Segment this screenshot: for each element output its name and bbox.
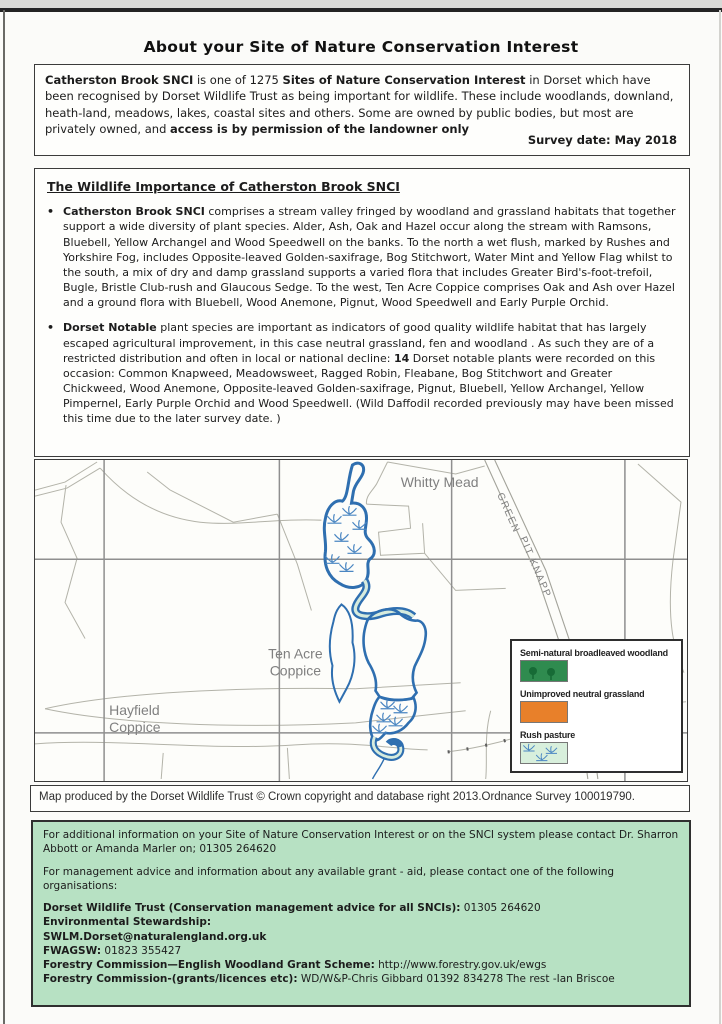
legend-item-rush: [520, 730, 673, 764]
scan-border-left: [3, 10, 5, 1024]
grassland-swatch-icon: [520, 701, 568, 723]
importance-heading: The Wildlife Importance of Catherston Brook SNCI: [47, 179, 400, 194]
bullet2-lead: Dorset Notable: [63, 321, 157, 335]
stream-exit: [373, 737, 401, 779]
rush-symbols-north: [325, 506, 366, 571]
label-road-green: GREEN: [494, 491, 522, 536]
contact-paragraph-1: For additional information on your Site of Nature Conservation Interest or on the SNCI system please contact Dr. Sharron Abbott or Amanda Marler on; 01305 264620: [43, 829, 679, 856]
label-whitty-mead: Whitty Mead: [400, 474, 479, 491]
contact-line-forestry-ewgs: Forestry Commission—English Woodland Grant Scheme: http://www.forestry.gov.uk/ewgs: [43, 959, 547, 972]
label-hayfield-1: Hayfield: [109, 701, 160, 718]
legend-label-woodland: Semi-natural broadleaved woodland: [520, 648, 668, 658]
legend-item-grassland: [520, 689, 673, 723]
site-map: [34, 459, 688, 782]
map-caption: Map produced by the Dorset Wildlife Trust © Crown copyright and database right 2013.Ordnance Survey 100019790.: [39, 791, 635, 803]
label-ten-acre-1: Ten Acre: [268, 645, 323, 662]
bullet-marker: •: [47, 205, 55, 219]
scan-border-right: [719, 10, 721, 1024]
bullet1-lead: Catherston Brook SNCI: [63, 205, 205, 219]
map-caption-box: [30, 785, 690, 812]
bullet1-text: comprises a stream valley fringed by woodland and grassland habitats that together support a wide diversity of plant species. Alder, Ash, Oak and Hazel occur along the stream with Ramsons, Bluebell, Yellow Archangel and Wood Speedwell on the banks. To the north a wet flush, marked by Rushes and Yorkshire Fog, includes Opposite-leaved Golden-saxifrage, Bog Stitchwort, Water Mint and Yellow Flag whilst to the south, a mix of dry and damp grassland supports a varied flora that includes Greater Bird's-foot-trefoil, Bugle, Bristle Club-rush and Glaucous Sedge. To the west, Ten Acre Coppice comprises Oak and Ash over Hazel and a ground flora with Bluebell, Wood Anemone, Pignut, Wood Speedwell and Early Purple Orchid.: [63, 205, 676, 310]
contact-line-fwagsw: FWAGSW: 01823 355427: [43, 944, 182, 957]
contact-box: [31, 820, 691, 1007]
wildlife-importance-box: [34, 168, 690, 457]
intro-text-2: in Dorset which have been recognised by Dorset Wildlife Trust as being important for wildlife. These include woodlands, downland, heath-land, meadows, lakes, coastal sites and others. Some are owned by public bodies, but most are privately owned, and: [45, 73, 674, 136]
intro-site-name: Catherston Brook SNCI: [45, 73, 194, 87]
intro-text-1: is one of 1275: [193, 73, 283, 87]
label-ten-acre-2: Coppice: [269, 662, 322, 679]
bullet2-text2: Dorset notable plants were recorded on this occasion: Common Knapweed, Meadowsweet, Ragged Robin, Fleabane, Bog Stitchwort and Greater Chickweed, Wood Anemone, Opposite-leaved Golden-saxifrage, Pignut, Bluebell, Yellow Archangel, Yellow Pimpernel, Early Purple Orchid and Wood Speedwell. (Wild Daffodil recorded previously may have been missed this time due to the later survey date. ): [63, 351, 674, 426]
scan-border-top: [0, 8, 722, 12]
contact-paragraph-2: For management advice and information about any available grant - aid, please contact one of the following organisations:: [43, 865, 615, 892]
contact-line-forestry-grants: Forestry Commission-(grants/licences etc): WD/W&P-Chris Gibbard 01392 834278 The rest -Ian Briscoe: [43, 973, 615, 986]
contact-line-env-stewardship: Environmental Stewardship:: [43, 916, 212, 929]
contact-line-swlm-email: SWLM.Dorset@naturalengland.org.uk: [43, 930, 267, 943]
intro-bold-1: Sites of Nature Conservation Interest: [282, 73, 526, 87]
survey-date: Survey date: May 2018: [527, 132, 677, 147]
intro-bold-2: access is by permission of the landowner only: [170, 121, 470, 136]
bullet2-text: plant species are important as indicators of good quality wildlife habitat that has largely escaped agricultural improvement, in this case neutral grassland, fen and woodland . As such they are of a restricted distribution and often in local or national decline:: [63, 321, 655, 365]
importance-bullet-1: [47, 204, 677, 310]
scan-edge-top: [0, 0, 722, 8]
map-legend: [510, 639, 683, 773]
contact-line-dwt: Dorset Wildlife Trust (Conservation management advice for all SNCIs): 01305 264620: [43, 902, 541, 915]
rush-swatch-icon: [520, 742, 568, 764]
label-hayfield-2: Coppice: [109, 718, 161, 735]
legend-label-rush: Rush pasture: [520, 730, 576, 740]
importance-bullet-2: [47, 320, 677, 426]
intro-box: [34, 64, 690, 156]
page-title: About your Site of Nature Conservation Interest: [143, 38, 579, 56]
site-woodland: [330, 604, 355, 701]
legend-label-grassland: Unimproved neutral grassland: [520, 689, 645, 699]
woodland-swatch-icon: [520, 660, 568, 682]
bullet-marker: •: [47, 321, 55, 335]
stream-corridor: [355, 580, 413, 616]
bullet2-count: 14: [393, 351, 410, 365]
label-road-pit-knapp: PIT KNAPP: [517, 534, 553, 600]
legend-item-woodland: [520, 648, 673, 682]
